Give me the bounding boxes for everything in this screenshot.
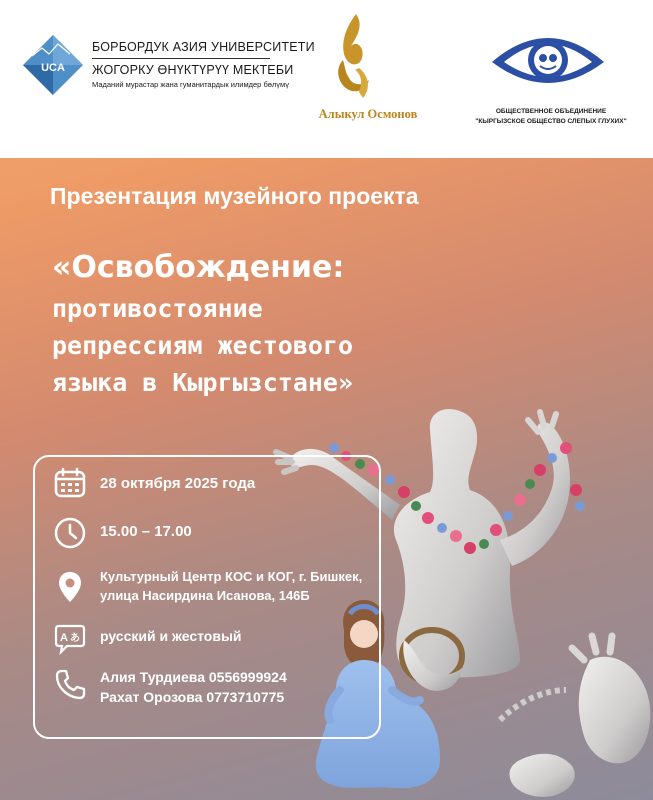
poster-title-line1: «Освобождение: <box>52 250 345 285</box>
event-location-line2: улица Насирдина Исанова, 146Б <box>100 588 310 603</box>
phone-icon <box>53 667 87 701</box>
uca-name-line2: ЖОГОРКУ ӨНҮКТҮРҮҮ МЕКТЕБИ <box>92 63 294 77</box>
contact-person-2: Рахат Орозова 0773710775 <box>100 689 285 705</box>
clock-icon <box>53 516 87 550</box>
language-translate-icon <box>53 621 87 655</box>
uca-name-line1: БОРБОРДУК АЗИЯ УНИВЕРСИТЕТИ <box>92 40 315 54</box>
svg-text:A: A <box>60 632 68 644</box>
event-date: 28 октября 2025 года <box>100 475 256 492</box>
calendar-icon <box>53 466 87 500</box>
svg-text:UCA: UCA <box>41 62 65 74</box>
event-language: русский и жестовый <box>100 628 242 644</box>
poster-title-line4: языка в Кыргызстане» <box>52 368 354 397</box>
alykul-osmonov-name: Алыкул Осмонов <box>318 107 418 121</box>
poster-title-line3: репрессиям жестового <box>52 331 354 360</box>
event-time: 15.00 – 17.00 <box>100 523 192 540</box>
society-name-line1: ОБЩЕСТВЕННОЕ ОБЪЕДИНЕНИЕ <box>495 108 607 115</box>
poster-title-line2: противостояние <box>52 294 263 323</box>
society-name-line2: "КЫРГЫЗСКОЕ ОБЩЕСТВО СЛЕПЫХ ГЛУХИХ" <box>475 118 627 125</box>
svg-text:あ: あ <box>70 633 80 644</box>
event-location-line1: Культурный Центр КОС и КОГ, г. Бишкек, <box>100 569 363 584</box>
uca-name-line3: Маданий мурастар жана гуманитардык илимдер бөлүмү <box>92 80 289 89</box>
contact-person-1: Алия Турдиева 0556999924 <box>100 669 287 685</box>
poster-subtitle: Презентация музейного проекта <box>50 183 419 209</box>
map-pin-icon <box>53 570 87 604</box>
